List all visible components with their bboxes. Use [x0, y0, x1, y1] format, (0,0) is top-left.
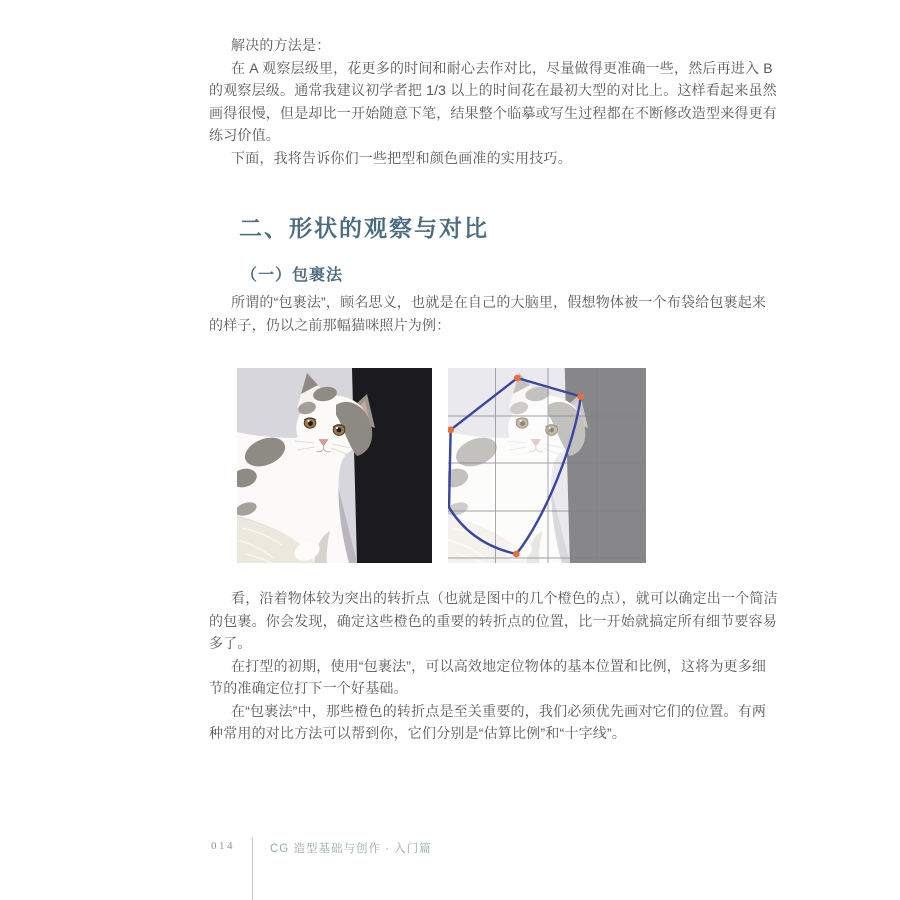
book-title: CG 造型基础与创作 · 入门篇	[270, 843, 432, 855]
text-line: 的包裹。你会发现，确定这些橙色的重要的转折点的位置，比一开始就搞定所有细节要容易	[209, 612, 777, 629]
text-line: 的样子，仍以之前那幅猫咪照片为例：	[209, 316, 451, 333]
text-line: 在 A 观察层级里，花更多的时间和耐心去作对比，尽量做得更准确一些，然后再进入 B	[231, 59, 773, 76]
section-heading: 二、形状的观察与对比	[239, 215, 489, 241]
text-line: 看，沿着物体较为突出的转折点（也就是图中的几个橙色的点），就可以确定出一个简洁	[231, 590, 778, 606]
wrap-method-paragraph	[209, 291, 767, 336]
intro-paragraphs	[209, 34, 777, 169]
figure-cat-wrap-grid	[448, 368, 646, 563]
figure-cat-original	[237, 368, 432, 563]
wrap-point	[514, 375, 521, 382]
cat-photo	[237, 368, 432, 563]
text-line: 所谓的“包裹法”，顾名思义，也就是在自己的大脑里，假想物体被一个布袋给包裹起来	[231, 294, 767, 310]
text-line: 练习价值。	[209, 127, 280, 143]
text-line: 节的准确定位打下一个好基础。	[209, 680, 408, 696]
text-line: 下面，我将告诉你们一些把型和颜色画准的实用技巧。	[231, 149, 572, 166]
text-line: 种常用的对比方法可以帮到你，它们分别是“估算比例”和“十字线”。	[209, 725, 627, 741]
text-line: 多了。	[209, 635, 252, 651]
subsection-heading: （一）包裹法	[241, 267, 344, 284]
text-line: 的观察层级。通常我建议初学者把 1/3 以上的时间花在最初大型的对比上。这样看起来虽然	[209, 82, 777, 98]
page-number: 014	[211, 840, 235, 852]
wrap-point	[513, 551, 520, 558]
body-paragraphs	[209, 587, 778, 745]
text-line: 画得很慢，但是却比一开始随意下笔，结果整个临摹或写生过程都在不断修改造型来得更有	[209, 104, 777, 121]
wrap-point	[577, 393, 584, 400]
text-line: 解决的方法是：	[231, 37, 331, 53]
text-line: 在“包裹法”中，那些橙色的转折点是至关重要的，我们必须优先画对它们的位置。有两	[231, 702, 767, 719]
footer-divider	[252, 837, 253, 900]
text-line: 在打型的初期，使用“包裹法”，可以高效地定位物体的基本位置和比例，这将为更多细	[231, 657, 767, 674]
cat-photo-faded	[448, 368, 646, 563]
